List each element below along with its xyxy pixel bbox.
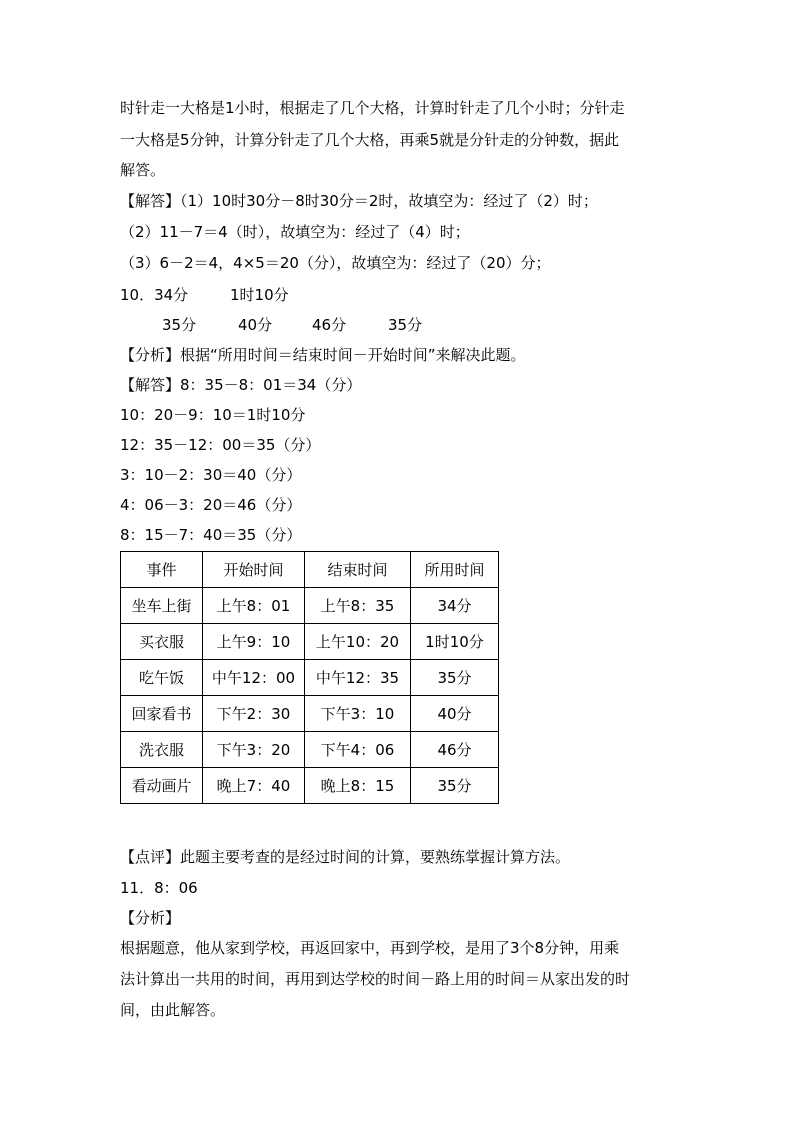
text-line: 时针走一大格是1小时，根据走了几个大格，计算时针走了几个小时；分针走 [120,99,625,117]
solution-line: 10：20－9：10＝1时10分 [120,406,306,424]
table-row [121,588,499,624]
table-header-row [121,552,499,588]
text-line: 间，由此解答。 [120,1001,226,1019]
table-header-cell: 结束时间 [305,552,411,588]
solution-line: （2）11－7＝4（时），故填空为：经过了（4）时； [120,223,470,241]
comment-line: 【点评】此题主要考查的是经过时间的计算，要熟练掌握计算方法。 [120,848,571,866]
question-number: 11．8：06 [120,879,198,897]
table-cell: 46分 [411,732,499,768]
table-cell: 下午3：20 [203,732,305,768]
table-cell: 34分 [411,588,499,624]
analysis-line: 【分析】根据“所用时间＝结束时间－开始时间”来解决此题。 [120,346,526,364]
table-cell: 晚上7：40 [203,768,305,804]
table-cell: 买衣服 [121,624,203,660]
table-cell: 吃午饭 [121,660,203,696]
table-header-cell: 事件 [121,552,203,588]
table-cell: 下午2：30 [203,696,305,732]
answer-blank: 46分 [312,316,347,334]
table-cell: 晚上8：15 [305,768,411,804]
text-line: 根据题意，他从家到学校，再返回家中，再到学校，是用了3个8分钟，用乘 [120,939,620,957]
table-cell: 下午3：10 [305,696,411,732]
table-cell: 35分 [411,768,499,804]
table-cell: 上午8：35 [305,588,411,624]
table-cell: 上午9：10 [203,624,305,660]
table-cell: 35分 [411,660,499,696]
table-cell: 回家看书 [121,696,203,732]
solution-line: 3：10－2：30＝40（分） [120,466,302,484]
solution-line: 8：15－7：40＝35（分） [120,526,302,544]
solution-line: 12：35－12：00＝35（分） [120,436,321,454]
table-row [121,732,499,768]
text-line: 一大格是5分钟，计算分针走了几个大格，再乘5就是分针走的分钟数，据此 [120,131,620,149]
solution-line: 【解答】8：35－8：01＝34（分） [120,376,362,394]
table-header-cell: 所用时间 [411,552,499,588]
table-cell: 40分 [411,696,499,732]
text-line: 解答。 [120,161,166,179]
text-line: 法计算出一共用的时间，再用到达学校的时间－路上用的时间＝从家出发的时 [120,970,631,988]
table-cell: 洗衣服 [121,732,203,768]
table-header-cell: 开始时间 [203,552,305,588]
table-row [121,660,499,696]
solution-line: 【解答】（1）10时30分－8时30分＝2时，故填空为：经过了（2）时； [120,192,598,210]
table-cell: 上午8：01 [203,588,305,624]
question-number: 10．34分 [120,286,189,304]
answer-blank: 35分 [388,316,423,334]
table-row [121,624,499,660]
table-cell: 中午12：00 [203,660,305,696]
events-table [120,551,499,804]
solution-line: 4：06－3：20＝46（分） [120,496,302,514]
table-cell: 1时10分 [411,624,499,660]
analysis-label: 【分析】 [120,909,181,927]
table-cell: 下午4：06 [305,732,411,768]
solution-line: （3）6－2＝4，4×5＝20（分），故填空为：经过了（20）分； [120,254,551,272]
table-row [121,696,499,732]
answer-blank: 1时10分 [230,286,289,304]
table-cell: 上午10：20 [305,624,411,660]
table-cell: 中午12：35 [305,660,411,696]
table-row [121,768,499,804]
table-cell: 坐车上街 [121,588,203,624]
answer-blank: 40分 [238,316,273,334]
table-cell: 看动画片 [121,768,203,804]
answer-blank: 35分 [162,316,197,334]
